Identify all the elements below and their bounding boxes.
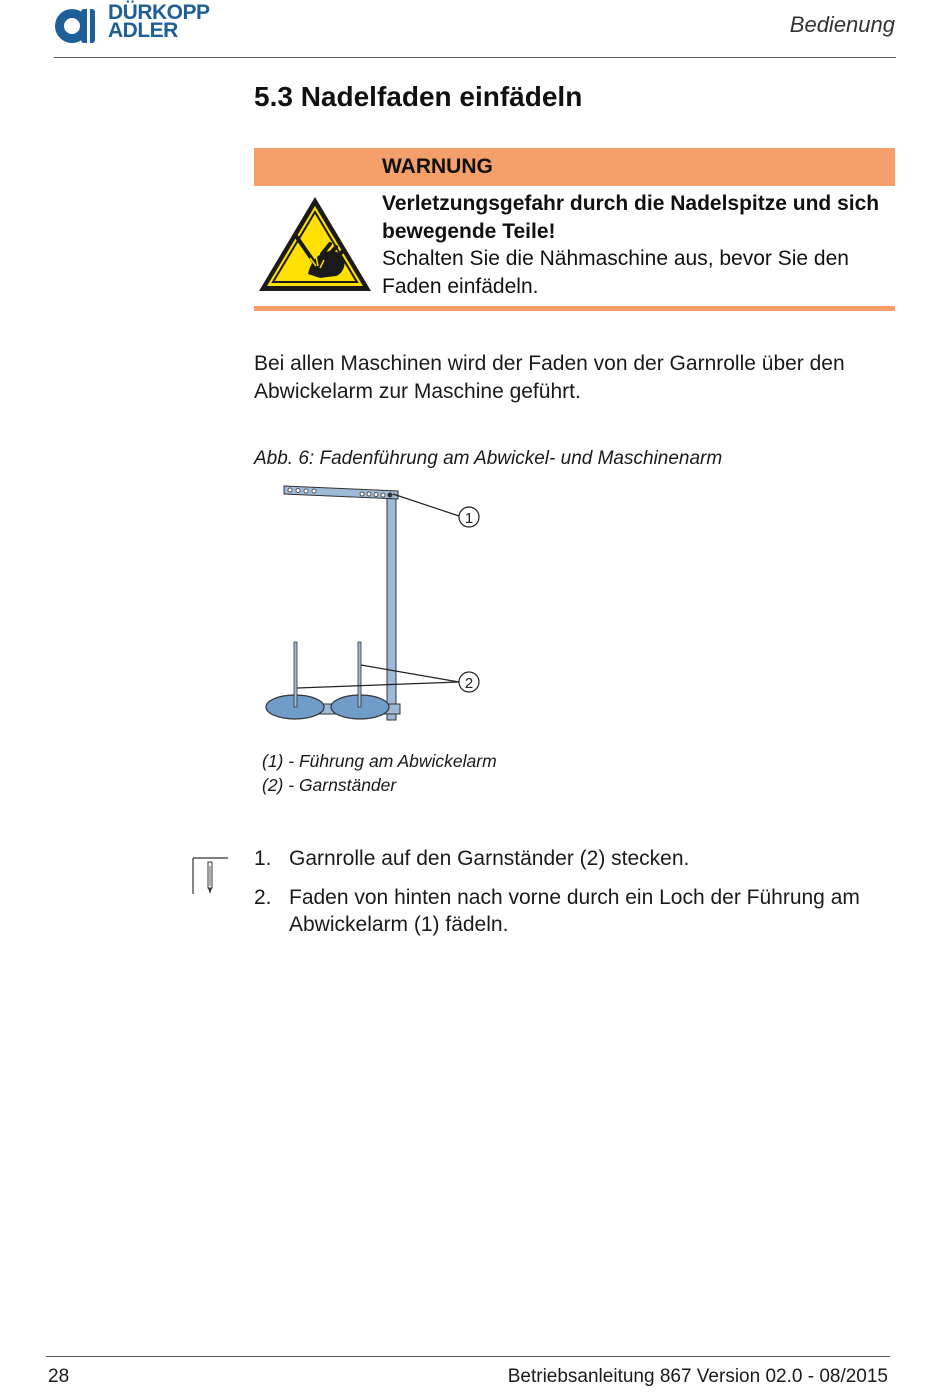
step-number: 2. xyxy=(254,885,272,909)
document-reference: Betriebsanleitung 867 Version 02.0 - 08/2015 xyxy=(507,1366,888,1387)
step-text: Garnrolle auf den Garnständer (2) stecken. xyxy=(289,847,690,870)
section-title: Bedienung xyxy=(789,12,895,37)
brand-line-2: ADLER xyxy=(108,19,178,42)
warning-label: WARNUNG xyxy=(382,155,493,178)
warning-heading: Verletzungsgefahr durch die Nadelspitze und sich bewegende Teile! xyxy=(382,192,880,243)
step-item xyxy=(254,845,904,873)
thread-stand-figure xyxy=(258,480,498,730)
step-item xyxy=(254,884,904,939)
warning-bottom-rule xyxy=(254,306,895,311)
figure-legend xyxy=(262,749,497,797)
body-paragraph: Bei allen Maschinen wird der Faden von der Garnrolle über den Abwickelarm zur Maschine geführt. xyxy=(254,352,845,403)
thread-stand-illustration xyxy=(258,480,498,730)
brand-name xyxy=(108,1,210,42)
page-title: 5.3 Nadelfaden einfädeln xyxy=(254,81,583,112)
page-number: 28 xyxy=(48,1366,70,1387)
needle-icon xyxy=(192,856,230,896)
header-divider xyxy=(54,57,896,58)
footer-divider xyxy=(46,1356,890,1357)
brand-logo xyxy=(54,1,224,48)
brand-line-1: DÜRKOPP xyxy=(108,1,210,24)
callout-2-label: 2 xyxy=(464,675,474,692)
warning-bar xyxy=(254,148,895,186)
warning-instruction: Schalten Sie die Nähmaschine aus, bevor Sie den Faden einfädeln. xyxy=(382,247,849,298)
legend-item: (1) - Führung am Abwickelarm xyxy=(262,751,497,771)
warning-needle-hazard-icon xyxy=(256,194,374,294)
callout-1-label: 1 xyxy=(464,510,474,527)
warning-text xyxy=(382,190,897,300)
step-text: Faden von hinten nach vorne durch ein Loch der Führung am Abwickelarm (1) fädeln. xyxy=(289,885,860,936)
instruction-steps xyxy=(254,845,904,950)
step-number: 1. xyxy=(254,847,272,870)
legend-item: (2) - Garnständer xyxy=(262,775,397,795)
figure-caption: Abb. 6: Fadenführung am Abwickel- und Maschinenarm xyxy=(254,448,723,469)
